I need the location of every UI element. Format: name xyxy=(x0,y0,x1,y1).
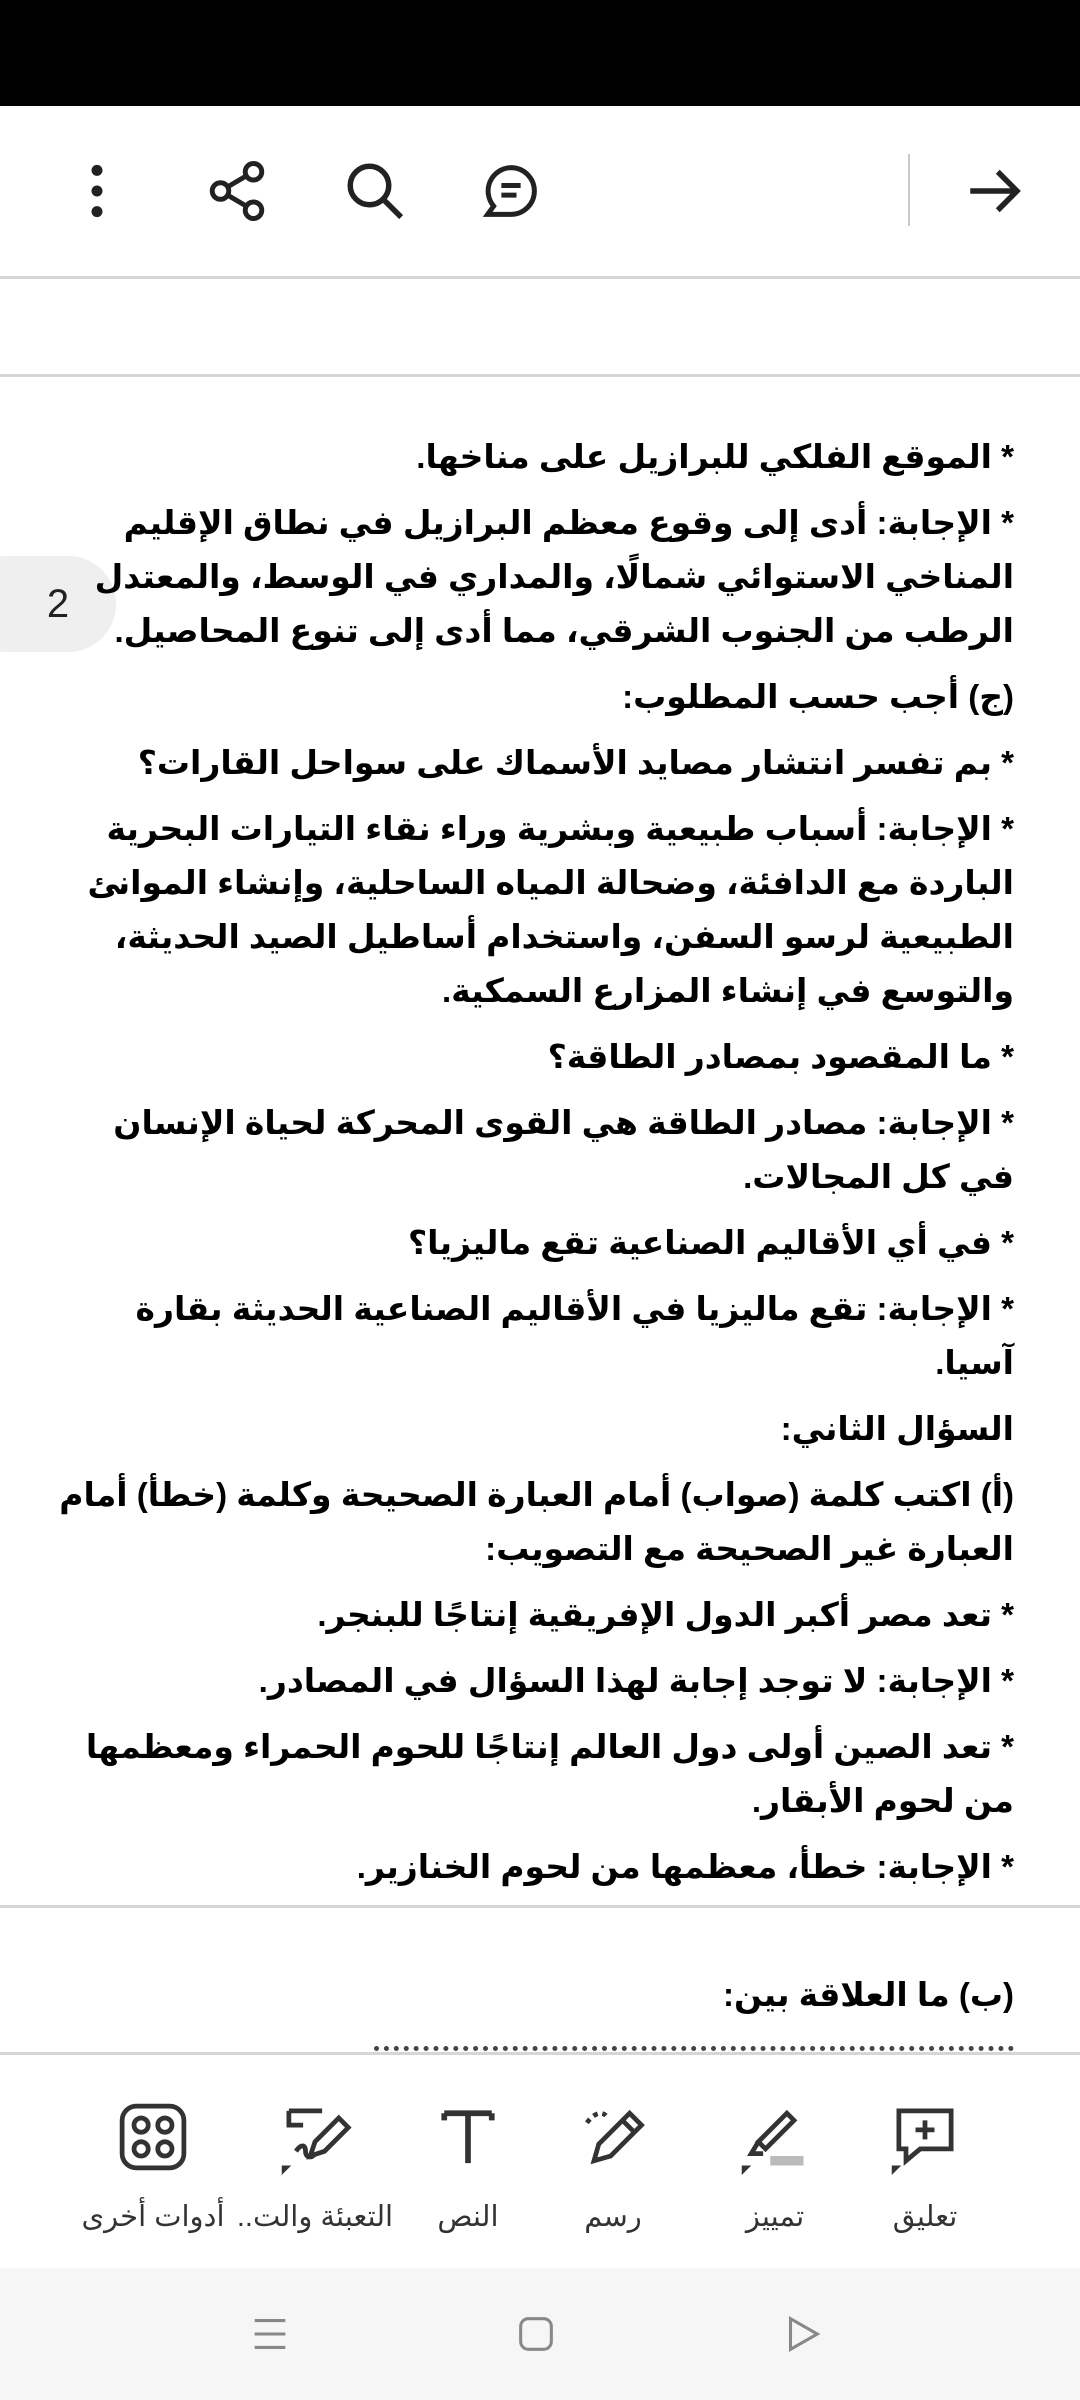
tool-text[interactable] xyxy=(383,2099,553,2249)
back-icon[interactable] xyxy=(770,2302,834,2366)
doc-paragraph: * تعد الصين أولى دول العالم إنتاجًا للحوم الحمراء ومعظمها من لحوم الأبقار. xyxy=(85,1728,1014,1819)
doc-paragraph: * الإجابة: خطأ، معظمها من لحوم الخنازير. xyxy=(356,1848,1014,1885)
fill-sign-icon xyxy=(277,2099,353,2175)
tool-label: تمييز xyxy=(745,2201,805,2233)
doc-paragraph: * بم تفسر انتشار مصايد الأسماك على سواحل القارات؟ xyxy=(137,744,1014,781)
home-icon[interactable] xyxy=(504,2302,568,2366)
text-icon xyxy=(430,2099,506,2175)
tool-draw[interactable] xyxy=(528,2099,698,2249)
more-vertical-icon[interactable] xyxy=(52,146,142,236)
search-icon[interactable] xyxy=(330,146,420,236)
tool-comment[interactable] xyxy=(840,2099,1010,2249)
draw-pencil-icon xyxy=(575,2099,651,2175)
next-page-content xyxy=(54,1968,1014,2022)
doc-paragraph: * الإجابة: مصادر الطاقة هي القوى المحركة لحياة الإنسان في كل المجالات. xyxy=(113,1104,1014,1195)
document-top-strip xyxy=(0,279,1080,377)
highlighter-icon xyxy=(737,2099,813,2175)
tool-fill-sign[interactable] xyxy=(230,2099,400,2249)
doc-paragraph: * في أي الأقاليم الصناعية تقع ماليزيا؟ xyxy=(408,1224,1014,1261)
doc-paragraph: السؤال الثاني: xyxy=(780,1410,1014,1447)
share-icon[interactable] xyxy=(192,146,282,236)
next-page-heading: (ب) ما العلاقة بين: xyxy=(722,1976,1014,2013)
doc-paragraph: (ج) أجب حسب المطلوب: xyxy=(622,678,1014,715)
bottom-tools-bar xyxy=(0,2052,1080,2271)
system-navigation-bar xyxy=(0,2268,1080,2400)
more-tools-grid-icon xyxy=(115,2099,191,2175)
arrow-right-icon[interactable] xyxy=(950,146,1040,236)
doc-paragraph: (أ) اكتب كلمة (صواب) أمام العبارة الصحيحة وكلمة (خطأ) أمام العبارة غير الصحيحة مع التصويب: xyxy=(59,1476,1014,1567)
status-bar xyxy=(0,0,1080,106)
tool-label: التعبئة والت.. xyxy=(236,2201,394,2233)
doc-paragraph: * ما المقصود بمصادر الطاقة؟ xyxy=(547,1038,1014,1075)
document-page-content xyxy=(54,430,1014,1906)
doc-paragraph: * الإجابة: أسباب طبيعية وبشرية وراء نقاء التيارات البحرية الباردة مع الدافئة، وضحالة المياه الساحلية، وإنشاء الموانئ الطبيعية لرسو السفن، واستخدام أساطيل الصيد الحديثة، والتوسع في إنشاء المزارع السمكية. xyxy=(87,810,1014,1009)
recents-icon[interactable] xyxy=(238,2302,302,2366)
doc-paragraph: * الإجابة: أدى إلى وقوع معظم البرازيل في نطاق الإقليم المناخي الاستوائي شمالًا، والمداري في الوسط، والمعتدل الرطب من الجنوب الشرقي، مما أدى إلى تنوع المحاصيل. xyxy=(94,504,1014,649)
top-toolbar xyxy=(0,106,1080,279)
toolbar-divider xyxy=(908,154,910,226)
tool-highlight[interactable] xyxy=(690,2099,860,2249)
page-number: 2 xyxy=(46,581,70,626)
page-separator xyxy=(0,1905,1080,1908)
tool-label: النص xyxy=(437,2201,499,2233)
doc-paragraph: * الإجابة: تقع ماليزيا في الأقاليم الصناعية الحديثة بقارة آسيا. xyxy=(135,1290,1014,1381)
doc-paragraph: * الموقع الفلكي للبرازيل على مناخها. xyxy=(416,438,1014,475)
tool-label: أدوات أخرى xyxy=(81,2201,225,2233)
comments-icon[interactable] xyxy=(466,146,556,236)
tool-more-tools[interactable] xyxy=(68,2099,238,2249)
tool-label: رسم xyxy=(584,2201,642,2233)
add-comment-icon xyxy=(887,2099,963,2175)
doc-paragraph: * الإجابة: لا توجد إجابة لهذا السؤال في المصادر. xyxy=(258,1662,1014,1699)
tool-label: تعليق xyxy=(892,2201,958,2233)
doc-paragraph: * تعد مصر أكبر الدول الإفريقية إنتاجًا للبنجر. xyxy=(317,1596,1014,1633)
